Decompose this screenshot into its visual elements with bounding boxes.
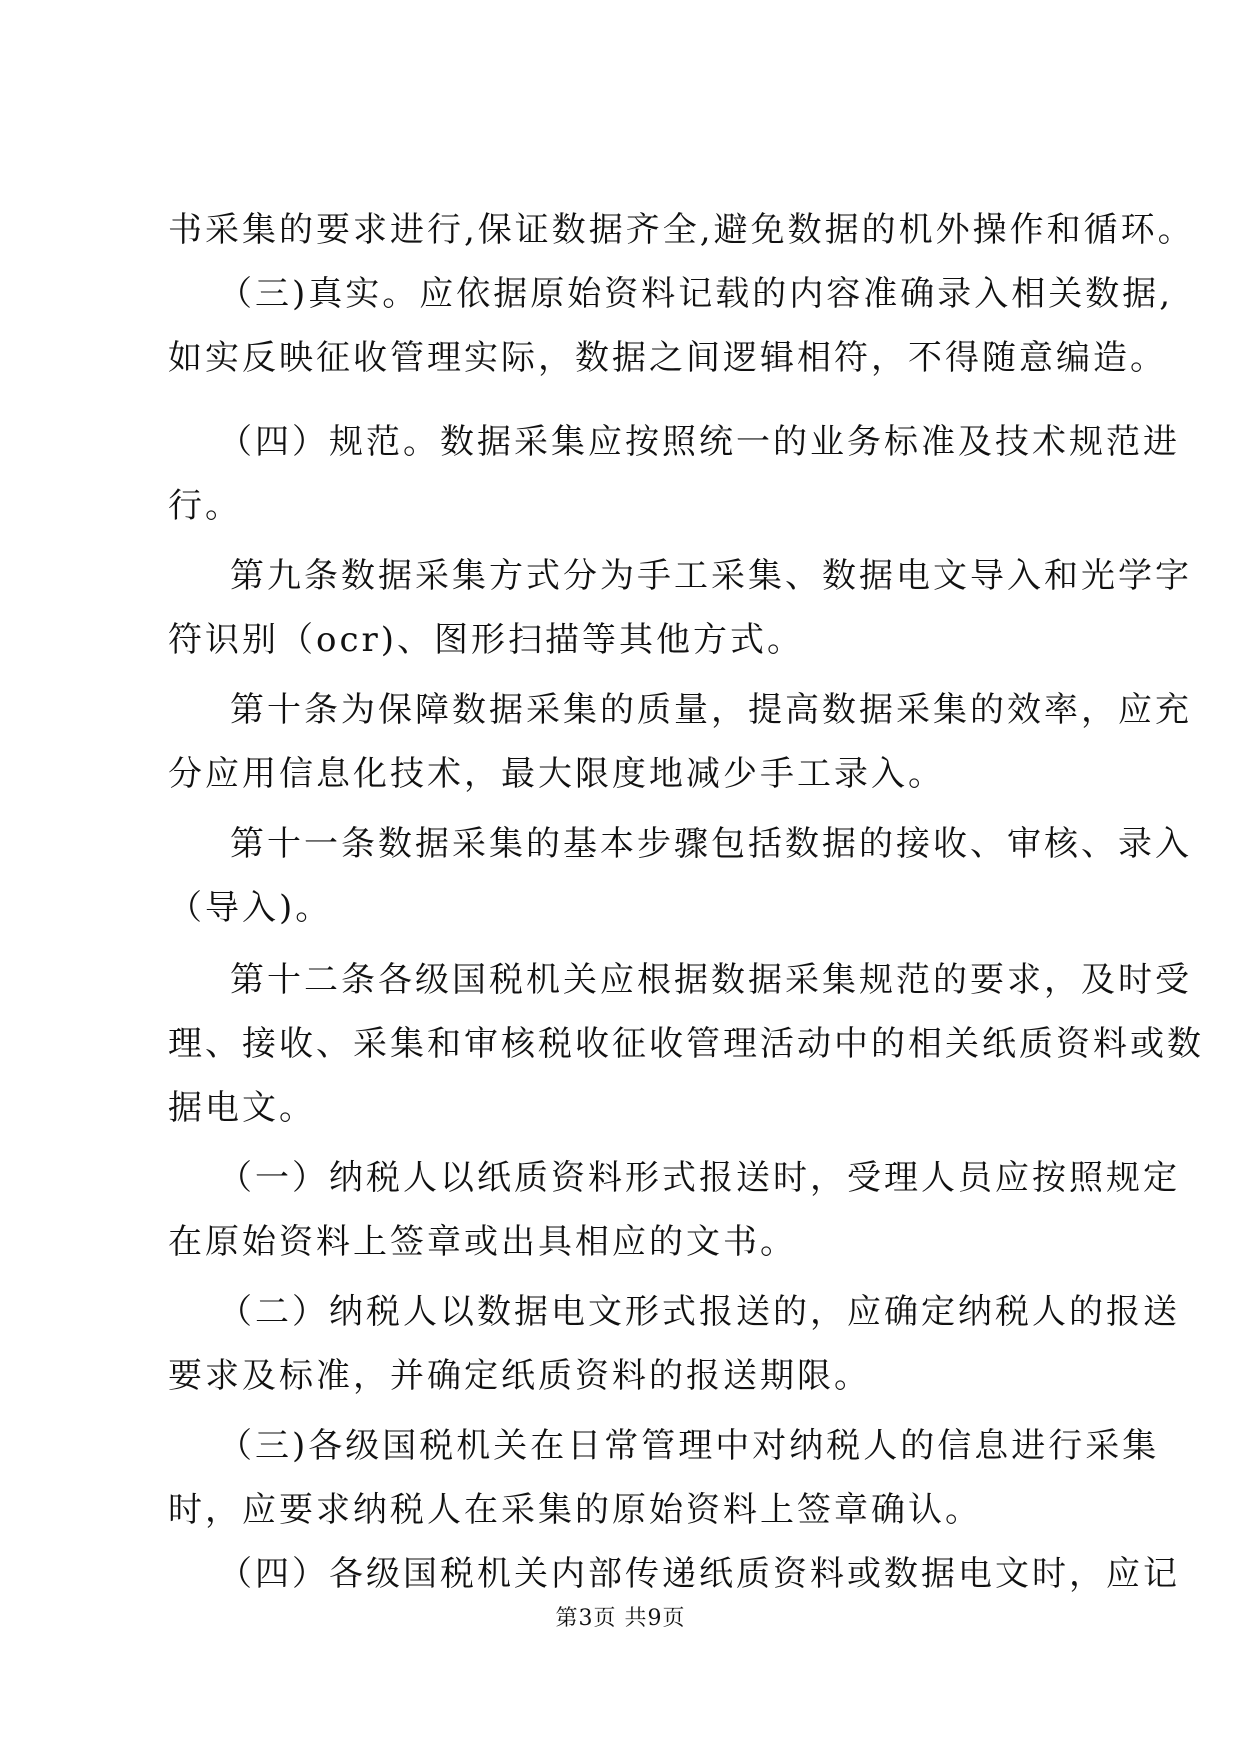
text-line: （导入)。 — [168, 888, 333, 928]
text-line: （四）规范。数据采集应按照统一的业务标准及技术规范进 — [218, 422, 1180, 462]
text-line: （三)各级国税机关在日常管理中对纳税人的信息进行采集 — [218, 1426, 1160, 1466]
text-line: 时，应要求纳税人在采集的原始资料上签章确认。 — [168, 1490, 982, 1530]
text-line: 行。 — [168, 486, 242, 526]
text-line: 据电文。 — [168, 1088, 316, 1128]
text-line: 要求及标准，并确定纸质资料的报送期限。 — [168, 1356, 871, 1396]
text-line: 第十二条各级国税机关应根据数据采集规范的要求，及时受 — [230, 960, 1192, 1000]
text-line: （四）各级国税机关内部传递纸质资料或数据电文时，应记 — [218, 1554, 1180, 1594]
text-line: 如实反映征收管理实际，数据之间逻辑相符，不得随意编造。 — [168, 338, 1167, 378]
text-line: （三)真实。应依据原始资料记载的内容准确录入相关数据, — [218, 274, 1174, 314]
text-line: 符识别（ocr)、图形扫描等其他方式。 — [168, 620, 805, 660]
text-line: 第九条数据采集方式分为手工采集、数据电文导入和光学字 — [230, 556, 1192, 596]
text-line: 分应用信息化技术，最大限度地减少手工录入。 — [168, 754, 945, 794]
page-number-footer: 第3页 共9页 — [555, 1606, 686, 1631]
text-line: 书采集的要求进行,保证数据齐全,避免数据的机外操作和循环。 — [168, 210, 1195, 250]
text-line: 第十一条数据采集的基本步骤包括数据的接收、审核、录入 — [230, 824, 1192, 864]
text-line: （二）纳税人以数据电文形式报送的，应确定纳税人的报送 — [218, 1292, 1180, 1332]
text-line: 第十条为保障数据采集的质量，提高数据采集的效率，应充 — [230, 690, 1192, 730]
text-line: （一）纳税人以纸质资料形式报送时，受理人员应按照规定 — [218, 1158, 1180, 1198]
text-line: 在原始资料上签章或出具相应的文书。 — [168, 1222, 797, 1262]
text-line: 理、接收、采集和审核税收征收管理活动中的相关纸质资料或数 — [168, 1024, 1204, 1064]
